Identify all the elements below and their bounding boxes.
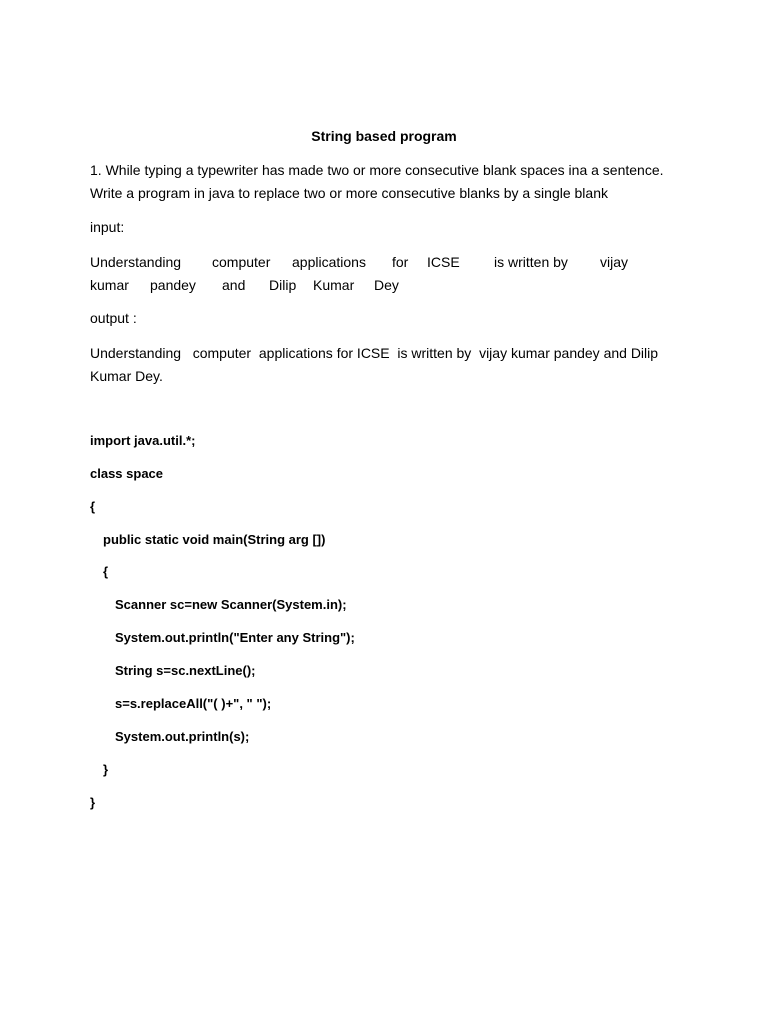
output-line-2: Kumar Dey. xyxy=(90,368,163,384)
input-word: Kumar xyxy=(313,277,355,293)
code-line: { xyxy=(103,564,109,579)
code-line: class space xyxy=(90,466,164,481)
input-word: Dey xyxy=(374,277,399,293)
input-word: ICSE xyxy=(427,254,460,270)
code-line: String s=sc.nextLine(); xyxy=(115,663,256,678)
question-paragraph xyxy=(90,159,690,205)
input-label: input: xyxy=(90,219,125,235)
input-word: kumar xyxy=(90,277,129,293)
input-word: and xyxy=(222,277,246,293)
input-word: is written by xyxy=(494,254,568,270)
code-line: System.out.println(s); xyxy=(115,729,250,744)
code-line: } xyxy=(103,762,109,777)
output-label: output : xyxy=(90,310,137,326)
code-line: import java.util.*; xyxy=(90,433,196,448)
code-line: Scanner sc=new Scanner(System.in); xyxy=(115,597,347,612)
input-word: applications xyxy=(292,254,366,270)
code-line: public static void main(String arg []) xyxy=(103,532,326,547)
code-line: System.out.println("Enter any String"); xyxy=(115,630,355,645)
input-word: Understanding xyxy=(90,254,182,270)
output-line-1: Understanding computer applications for ICSE is written by vijay kumar pandey and Dilip xyxy=(90,345,659,361)
input-word: Dilip xyxy=(269,277,297,293)
input-word: for xyxy=(392,254,409,270)
question-line-2: Write a program in java to replace two or more consecutive blanks by a single blank xyxy=(90,185,608,201)
input-word: computer xyxy=(212,254,271,270)
code-line: } xyxy=(90,795,96,810)
input-word: pandey xyxy=(150,277,196,293)
question-line-1: 1. While typing a typewriter has made two or more consecutive blank spaces ina a sentence. xyxy=(90,162,664,178)
document-title: String based program xyxy=(311,128,457,144)
code-line: s=s.replaceAll("( )+", " "); xyxy=(115,696,272,711)
output-paragraph xyxy=(90,342,690,388)
input-word: vijay xyxy=(600,254,629,270)
code-line: { xyxy=(90,499,96,514)
